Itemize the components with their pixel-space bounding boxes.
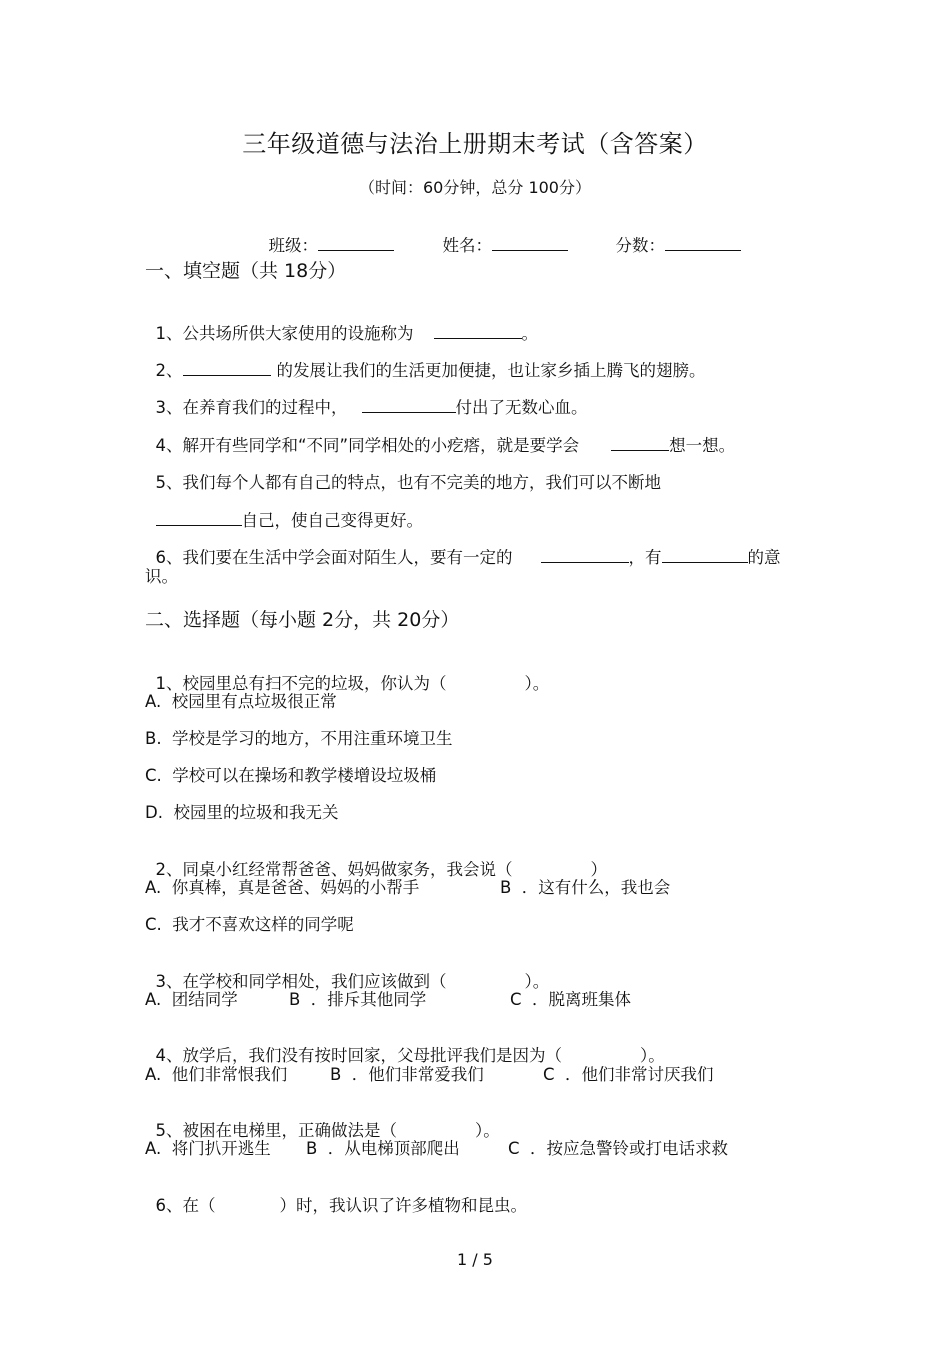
s1-q1-text: 1、公共场所供大家使用的设施称为 [155, 324, 414, 343]
s1-q1-blank[interactable] [434, 322, 522, 339]
s2-q3-stem-end: ）。 [524, 972, 550, 991]
s1-q4-text: 4、解开有些同学和“不同”同学相处的小疙瘩，就是要学会 [155, 436, 580, 455]
s2-q6-stem: 6、在（ [155, 1196, 216, 1215]
s1-q5-end: 自己，使自己变得更好。 [241, 511, 423, 530]
name-blank[interactable] [492, 234, 568, 251]
s1-q3-blank[interactable] [362, 396, 456, 413]
s1-q1-end: 。 [521, 324, 538, 343]
s2-q1-stem-end: ）。 [524, 674, 550, 693]
s2-q5-option-b[interactable]: B ．从电梯顶部爬出 [306, 1139, 460, 1158]
s2-q5-stem-end: ）。 [475, 1121, 500, 1140]
s2-q4-option-c[interactable]: C ．他们非常讨厌我们 [543, 1065, 714, 1084]
s2-q5-option-c[interactable]: C ．按应急警铃或打电话求救 [508, 1139, 729, 1158]
s1-question-5 [145, 450, 661, 493]
s1-q4-blank[interactable] [611, 434, 669, 451]
s2-q2-stem-end: ） [590, 860, 607, 879]
s1-q4-end: 想一想。 [669, 436, 736, 455]
s1-q6-mid: ，有 [628, 548, 662, 567]
s2-q1-option-b[interactable]: B. 学校是学习的地方，不用注重环境卫生 [145, 729, 453, 748]
s2-q3-stem: 3、在学校和同学相处，我们应该做到（ [155, 972, 447, 991]
s2-q1-option-a[interactable]: A. 校园里有点垃圾很正常 [145, 692, 337, 711]
class-field [258, 213, 394, 256]
score-blank[interactable] [665, 234, 741, 251]
s1-question-6 [145, 525, 781, 568]
section1-heading: 一、填空题（共 18分） [145, 260, 347, 282]
page-number: 1 / 5 [457, 1250, 493, 1269]
s2-q3-option-a[interactable]: A. 团结同学 [145, 990, 238, 1009]
section2-heading: 二、选择题（每小题 2分，共 20分） [145, 609, 460, 631]
s2-q6-stem-end: ）时，我认识了许多植物和昆虫。 [279, 1196, 527, 1215]
s1-question-3 [145, 375, 588, 418]
s1-q5-text: 5、我们每个人都有自己的特点，也有不完美的地方，我们可以不断地 [155, 473, 661, 492]
class-blank[interactable] [318, 234, 394, 251]
page-title: 三年级道德与法治上册期末考试（含答案） [242, 130, 708, 158]
s2-question-6 [145, 1173, 527, 1216]
s1-q6-blank-2[interactable] [662, 546, 748, 563]
s1-q3-text: 3、在养育我们的过程中， [155, 398, 348, 417]
exam-info-subtitle: （时间：60分钟，总分 100分） [359, 178, 591, 197]
s1-q5-blank[interactable] [156, 509, 242, 526]
s1-q3-end: 付出了无数心血。 [455, 398, 588, 417]
s1-q6-blank-1[interactable] [541, 546, 629, 563]
s1-q2-text: 的发展让我们的生活更加便捷，也让家乡插上腾飞的翅膀。 [276, 361, 706, 380]
class-label: 班级： [268, 236, 318, 255]
s2-q2-option-b[interactable]: B ．这有什么，我也会 [500, 878, 671, 897]
s2-q2-option-c[interactable]: C. 我才不喜欢这样的同学呢 [145, 915, 354, 934]
s1-q2-blank[interactable] [183, 359, 271, 376]
s2-q1-option-d[interactable]: D. 校园里的垃圾和我无关 [145, 803, 339, 822]
name-field [432, 213, 568, 256]
s2-q2-option-a[interactable]: A. 你真棒，真是爸爸、妈妈的小帮手 [145, 878, 420, 897]
s1-q6-text: 6、我们要在生活中学会面对陌生人，要有一定的 [155, 548, 513, 567]
name-label: 姓名： [442, 236, 492, 255]
s2-q4-option-b[interactable]: B ．他们非常爱我们 [330, 1065, 484, 1084]
s1-q2-num: 2、 [155, 361, 183, 380]
s2-q1-stem: 1、校园里总有扫不完的垃圾，你认为（ [155, 674, 447, 693]
s1-question-6-cont: 识。 [145, 567, 178, 586]
s2-q4-option-a[interactable]: A. 他们非常恨我们 [145, 1065, 288, 1084]
s2-question-4 [145, 1023, 665, 1066]
s2-q4-stem-end: ）。 [640, 1046, 665, 1065]
score-field [605, 213, 741, 256]
s2-q3-option-b[interactable]: B ．排斥其他同学 [289, 990, 427, 1009]
s1-q6-end: 的意 [747, 548, 781, 567]
s2-q5-option-a[interactable]: A. 将门扒开逃生 [145, 1139, 271, 1158]
s2-q3-option-c[interactable]: C ．脱离班集体 [510, 990, 632, 1009]
s2-q5-stem: 5、被困在电梯里，正确做法是（ [155, 1121, 397, 1140]
s2-q1-option-c[interactable]: C. 学校可以在操场和教学楼增设垃圾桶 [145, 766, 437, 785]
s2-q2-stem: 2、同桌小红经常帮爸爸、妈妈做家务，我会说（ [155, 860, 513, 879]
s2-q4-stem: 4、放学后，我们没有按时回家，父母批评我们是因为（ [155, 1046, 562, 1065]
score-label: 分数： [615, 236, 665, 255]
